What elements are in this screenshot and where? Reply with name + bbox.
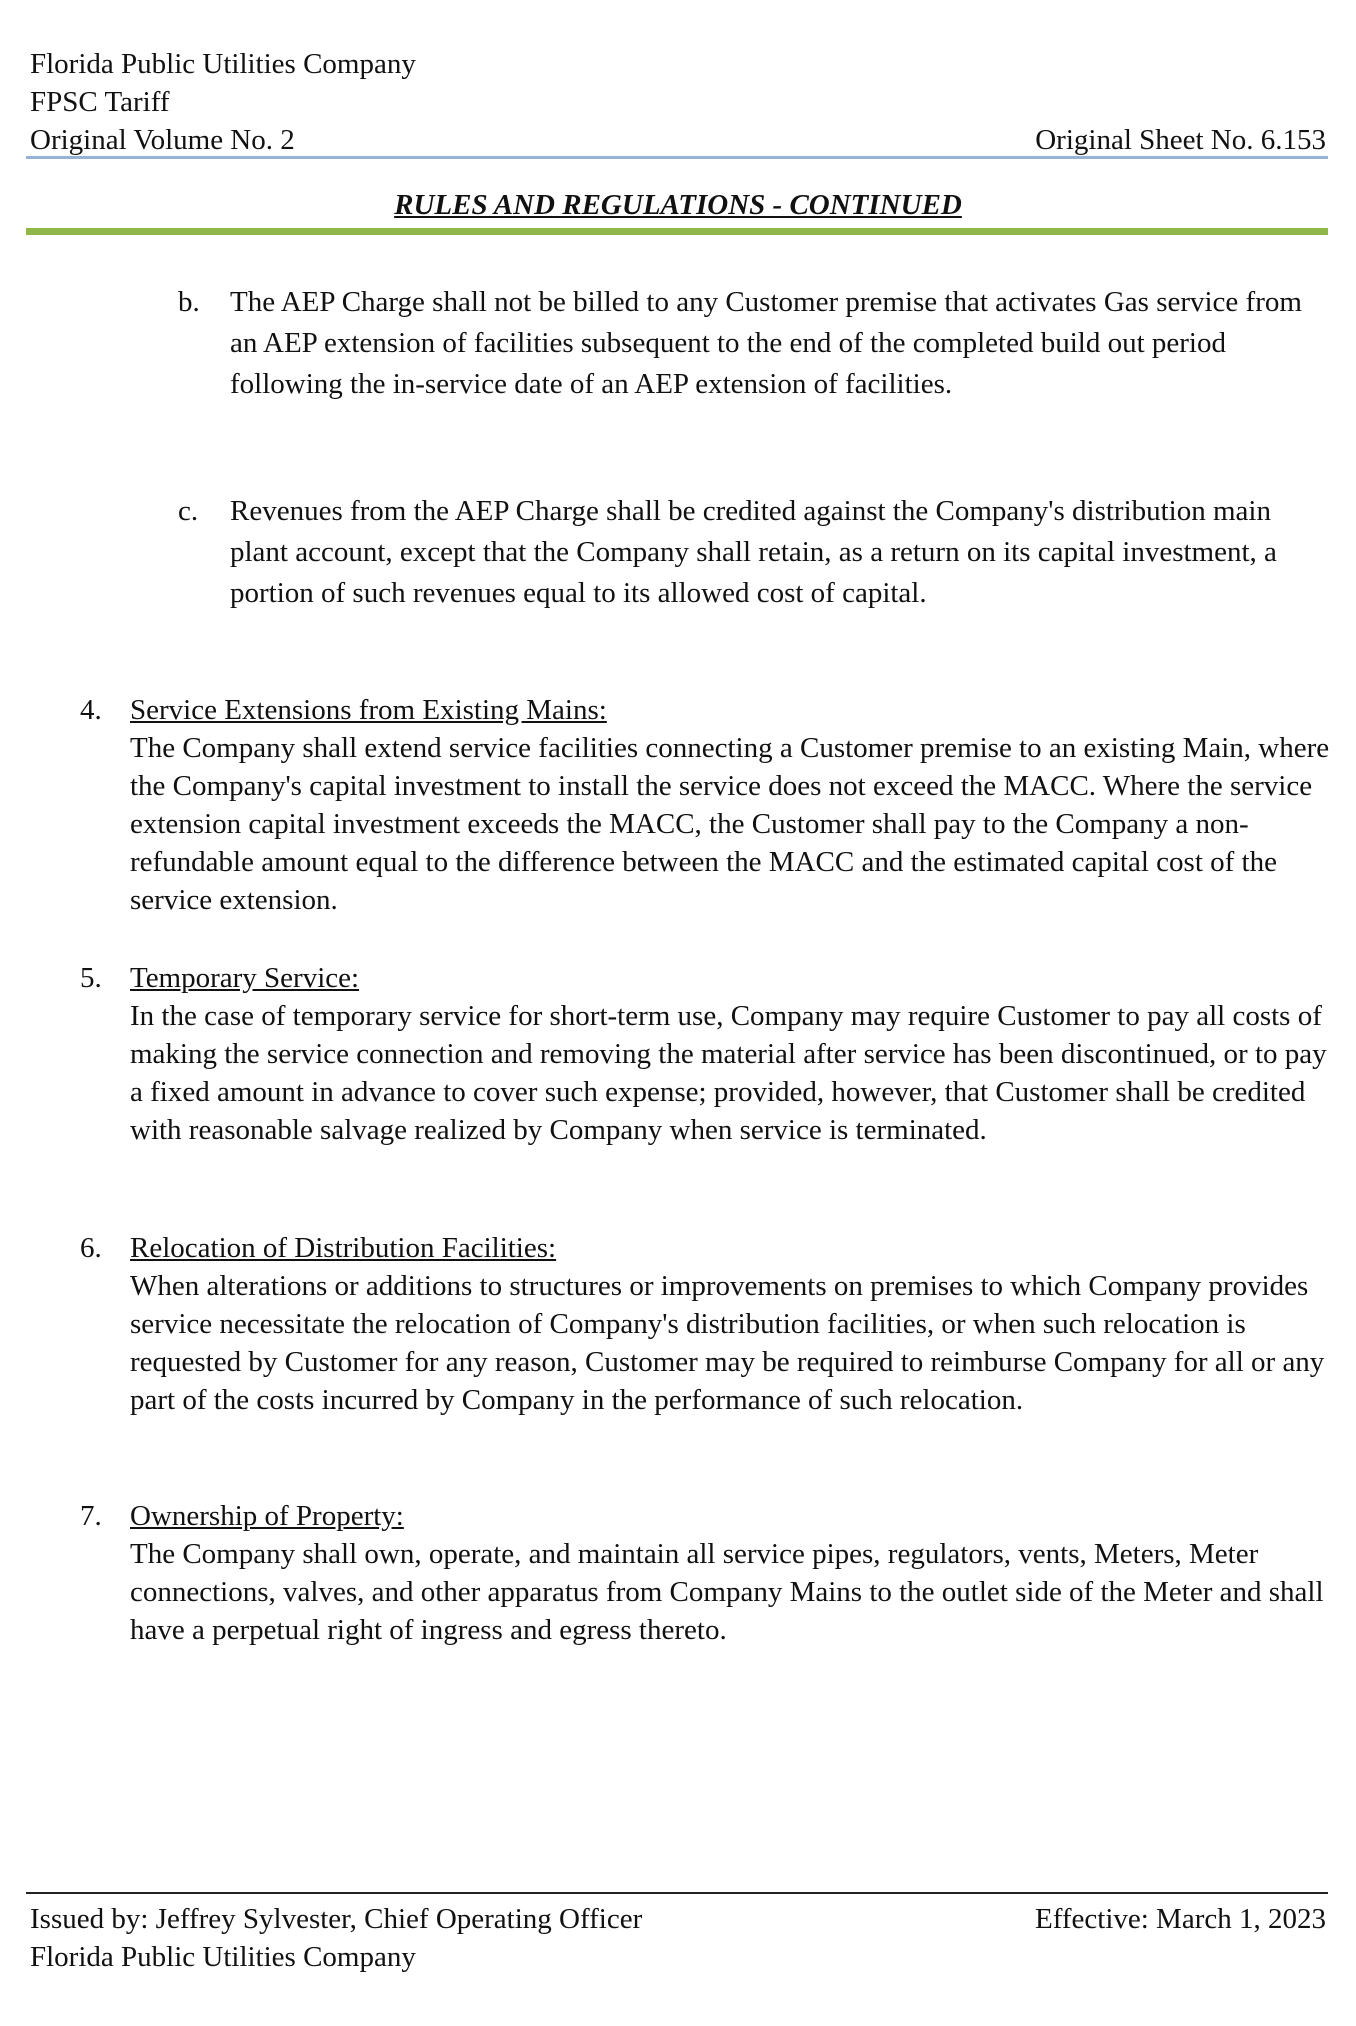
header-volume: Original Volume No. 2 [30,124,295,156]
header-sheet-number: Original Sheet No. 6.153 [1035,124,1326,156]
item-text: In the case of temporary service for short-term use, Company may require Customer to pay all costs of making the service connection and removing the material after service has been discontinued, or to pay a fixed amount in advance to cover such expense; provided, however, that Customer shall be credited with reasonable salvage realized by Company when service is terminated. [130,1000,1327,1146]
rule-item-7 [80,1497,1340,1649]
footer-divider [26,1892,1328,1894]
item-number: 7. [80,1500,102,1532]
subitem-b [178,282,1318,405]
item-heading: Ownership of Property: [130,1500,404,1532]
footer-company: Florida Public Utilities Company [30,1941,416,1973]
item-number: 6. [80,1232,102,1264]
subitem-c [178,491,1318,614]
rule-item-5 [80,959,1340,1149]
rule-item-4 [80,691,1340,919]
header-company: Florida Public Utilities Company [30,48,416,80]
subitem-marker: c. [178,495,199,527]
header-divider [26,156,1328,159]
footer-effective-date: Effective: March 1, 2023 [1035,1903,1326,1935]
subitem-text: The AEP Charge shall not be billed to any Customer premise that activates Gas service from an AEP extension of facilities subsequent to the end of the completed build out period following the in-service date of an AEP extension of facilities. [230,286,1302,400]
footer-issued-by: Issued by: Jeffrey Sylvester, Chief Operating Officer [30,1903,643,1935]
item-number: 4. [80,694,102,726]
item-text: The Company shall extend service facilities connecting a Customer premise to an existing Main, where the Company's capital investment to install the service does not exceed the MACC. Where the service extension capital investment exceeds the MACC, the Customer shall pay to the Company a non-refundable amount equal to the difference between the MACC and the estimated capital cost of the service extension. [130,732,1330,916]
subitem-text: Revenues from the AEP Charge shall be credited against the Company's distribution main plant account, except that the Company shall retain, as a return on its capital investment, a portion of such revenues equal to its allowed cost of capital. [230,495,1277,609]
item-heading: Relocation of Distribution Facilities: [130,1232,557,1264]
item-heading: Service Extensions from Existing Mains: [130,694,607,726]
item-heading: Temporary Service: [130,962,360,994]
header-tariff: FPSC Tariff [30,86,170,118]
subitem-marker: b. [178,286,200,318]
item-text: The Company shall own, operate, and maintain all service pipes, regulators, vents, Meters, Meter connections, valves, and other apparatus from Company Mains to the outlet side of the Meter and shall have a perpetual right of ingress and egress thereto. [130,1538,1324,1646]
section-divider [26,228,1328,235]
section-title: RULES AND REGULATIONS - CONTINUED [394,189,962,221]
rule-item-6 [80,1229,1340,1419]
item-number: 5. [80,962,102,994]
item-text: When alterations or additions to structures or improvements on premises to which Company provides service necessitate the relocation of Company's distribution facilities, or when such relocation is requested by Customer for any reason, Customer may be required to reimburse Company for all or any part of the costs incurred by Company in the performance of such relocation. [130,1270,1325,1416]
